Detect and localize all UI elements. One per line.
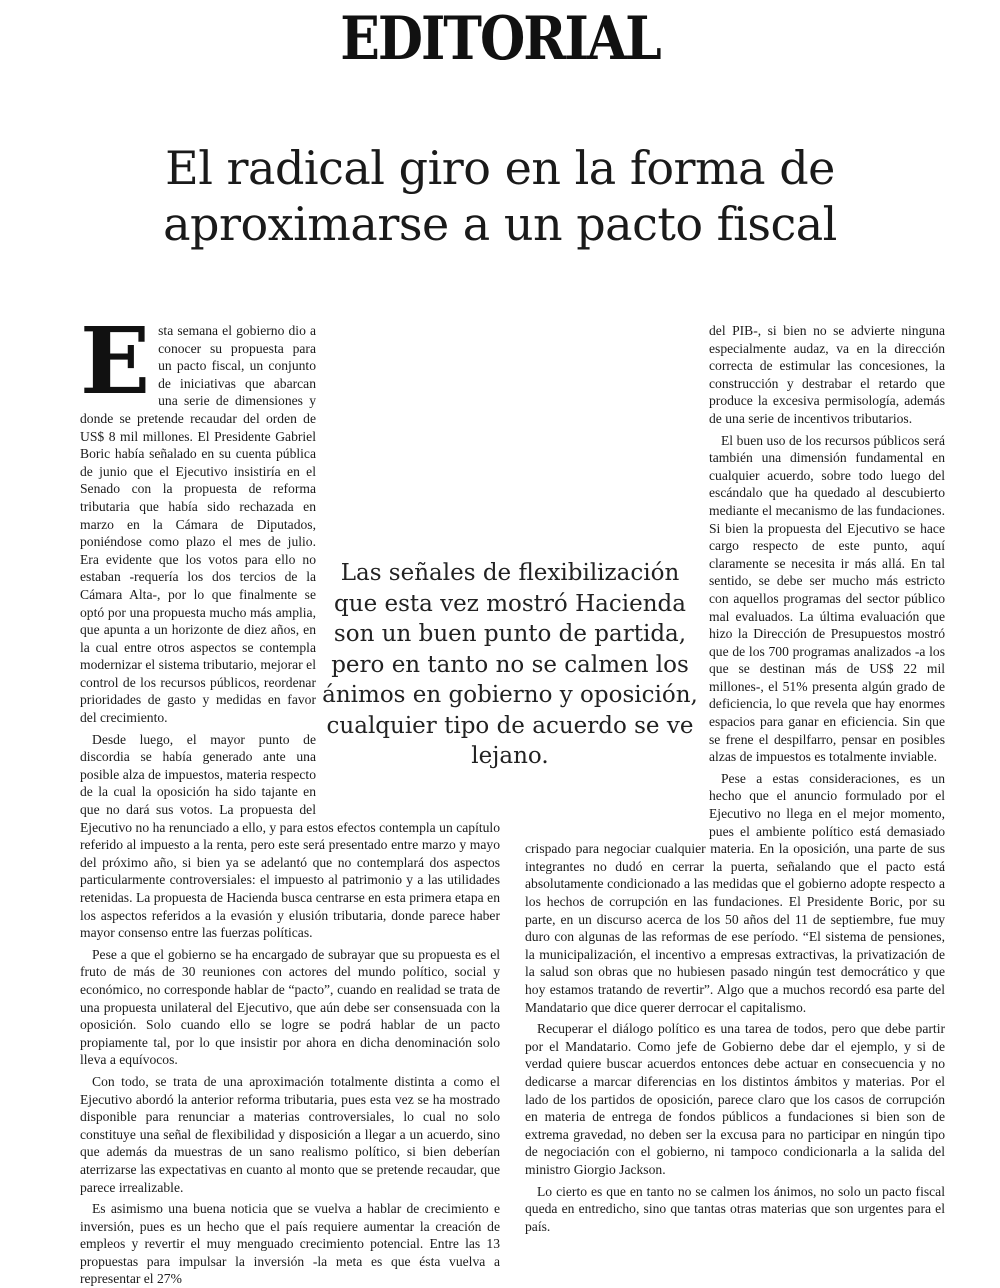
- paragraph: Desde luego, el mayor punto de discordia se había generado ante una posible alza de impuestos, materia respecto de la cual la oposición ha sido tajante en que no dará sus votos. La propuesta del Ejecutivo no ha renunciado a ello, y para estos efectos contempla un capítulo referido al impuesto a la renta, pero este será presentado entre marzo y mayo del próximo año, si bien ya se adelantó que no contemplará dos aspectos particularmente controversiales: el impuesto al patrimonio y a las utilidades retenidas. La propuesta de Hacienda busca centrarse en esta primera etapa en los aspectos referidos a la evasión y elusión tributaria, donde parece haber mayor consenso entre las fuerzas políticas.: [80, 731, 500, 941]
- headline-line-2: aproximarse a un pacto fiscal: [163, 197, 837, 251]
- paragraph: del PIB-, si bien no se advierte ninguna especialmente audaz, va en la dirección correcta de estimular las concesiones, la construcción y destrabar el retardo que produce la excesiva permisología, además de una serie de incentivos tributarios.: [709, 323, 945, 426]
- paragraph: Es asimismo una buena noticia que se vuelva a hablar de crecimiento e inversión, pues es un hecho que el país requiere aumentar la creación de empleos y revertir el muy menguado crecimiento potencial. Entre las 13 propuestas para impulsar la inversión -la meta es que ésta vuelva a representar el 27%: [80, 1201, 500, 1287]
- paragraph: Lo cierto es que en tanto no se calmen los ánimos, no solo un pacto fiscal queda en entredicho, sino que tantas otras materias que son urgentes para el país.: [525, 1183, 945, 1234]
- section-label: EDITORIAL: [340, 4, 660, 75]
- paragraph: Pese a que el gobierno se ha encargado de subrayar que su propuesta es el fruto de más de 30 reuniones con actores del mundo político, social y económico, no corresponde hablar de “pacto”, cuando en realidad se trata de una propuesta unilateral del Ejecutivo, que aún debe ser consensuada con la oposición. Solo cuando ello se logre se podrá hablar de un pacto propiamente tal, por lo que insistir por ahora en dicha denominación solo lleva a equívocos.: [80, 946, 500, 1068]
- paragraph: Pese a estas consideraciones, es un hecho que el anuncio formulado por el Ejecutivo no llega en el mejor momento, pues el ambiente político está demasiado crispado para negociar cualquier materia. En la oposición, una parte de sus integrantes no dudó en cerrar la puerta, señalando que el pacto está absolutamente condicionado a las medidas que el gobierno adopte respecto a los hechos de corrupción en las fundaciones. El Presidente Boric, por su parte, en un discurso acerca de los 50 años del 11 de septiembre, fue muy duro con algunas de las reformas de ese período. “El sistema de pensiones, la municipalización, el incentivo a empresas extractivas, la privatización de la salud son obras que no hubiesen pasado ningún test democrático y que hoy estamos tratando de revertir”. Algo que a muchos recordó esa parte del Mandatario que dice querer derrocar el capitalismo.: [525, 770, 945, 1015]
- paragraph: Recuperar el diálogo político es una tarea de todos, pero que debe partir por el Mandatario. Como jefe de Gobierno debe dar el ejemplo, y si de verdad quiere buscar acuerdos entonces debe actuar en consecuencia y no dedicarse a marcar diferencias en los distintos ámbitos y materias. Por el lado de los partidos de oposición, parece claro que los casos de corrupción en materia de entrega de fondos públicos a fundaciones si bien son de extrema gravedad, no deben ser la excusa para no participar en ningún tipo de negociación con el gobierno, ni tampoco condicionarla a la salida del ministro Giorgio Jackson.: [525, 1021, 945, 1177]
- headline-line-1: El radical giro en la forma de: [165, 141, 835, 195]
- drop-cap: E: [80, 307, 151, 415]
- paragraph: El buen uso de los recursos públicos será también una dimensión fundamental en cualquier acuerdo, sobre todo luego del escándalo que ha quedado al descubierto mediante el mecanismo de las fundaciones. Si bien la propuesta del Ejecutivo se hace cargo respecto de este punto, aquí claramente se necesita ir más allá. En tal sentido, se debe ser mucho más estricto con aquellos programas del sector público mal evaluados. La última evaluación que hizo la Dirección de Presupuestos mostró que de los 700 programas analizados -a los que se destinan más de US$ 22 mil millones-, el 51% presenta algún grado de deficiencia, lo que revela que hay enormes espacios para ganar en eficiencia. Sin que se frene el despilfarro, pensar en posibles alzas de impuestos es totalmente inviable.: [709, 432, 945, 765]
- pull-quote: Las señales de flexibilización que esta vez mostró Hacienda son un buen punto de partida, pero en tanto no se calmen los ánimos en gobierno y oposición, cualquier tipo de acuerdo se ve lejano.: [322, 560, 698, 769]
- paragraph: Con todo, se trata de una aproximación totalmente distinta a como el Ejecutivo abordó la anterior reforma tributaria, pues esta vez se ha mostrado disponible para renunciar a materias controversiales, lo cual no solo constituye una señal de flexibilidad y disposición a llegar a un acuerdo, sino que además da muestras de un sano realismo político, si bien deberían aterrizarse las expectativas en cuanto al monto que se pretende recaudar, que parece irrealizable.: [80, 1073, 500, 1195]
- headline: [0, 140, 1000, 252]
- paragraph: sta semana el gobierno dio a conocer su propuesta para un pacto fiscal, un conjunto de iniciativas que abarcan una serie de dimensiones y donde se pretende recaudar del orden de US$ 8 mil millones. El Presidente Gabriel Boric había señalado en su cuenta pública de junio que el Ejecutivo insistiría en el Senado con la propuesta de reforma tributaria que había sido rechazada en marzo en la Cámara de Diputados, poniéndose como plazo el mes de julio. Era evidente que los votos para ello no estaban -requería los dos tercios de la Cámara Alta-, por lo que finalmente se optó por una propuesta mucho más amplia, que apunta a un horizonte de diez años, en la cual entre otros aspectos se contempla modernizar el sistema tributario, mejorar el control de los recursos públicos, reordenar prioridades de gasto y medidas en favor del crecimiento.: [80, 323, 316, 726]
